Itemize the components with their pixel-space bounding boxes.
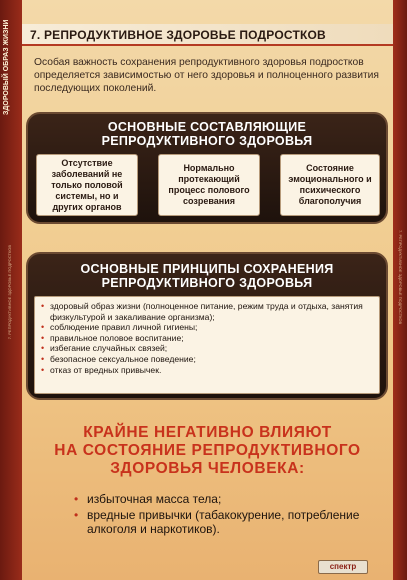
list-item: • вредные привычки (табакокурение, потребление алкоголя и наркотиков). (74, 508, 360, 536)
bullet-icon: • (41, 322, 45, 333)
list-item: • избыточная масса тела; (74, 492, 222, 506)
warning-heading: КРАЙНЕ НЕГАТИВНО ВЛИЯЮТ НА СОСТОЯНИЕ РЕПРОДУКТИВНОГО ЗДОРОВЬЯ ЧЕЛОВЕКА: (54, 424, 361, 477)
list-item: • здоровый образ жизни (полноценное питание, режим труда и отдыха, занятия физкультурой и закаливание организма); (41, 301, 363, 322)
bullet-icon: • (41, 301, 45, 311)
component-card-no-disease: Отсутствие заболеваний не только половой системы, но и других органов (36, 154, 138, 216)
warning-list (74, 492, 374, 538)
bullet-icon: • (41, 353, 45, 364)
side-section-label: ЗДОРОВЫЙ ОБРАЗ ЖИЗНИ (3, 19, 10, 115)
principles-panel (26, 252, 388, 400)
principles-heading: ОСНОВНЫЕ ПРИНЦИПЫ СОХРАНЕНИЯ РЕПРОДУКТИВНОГО ЗДОРОВЬЯ (80, 262, 334, 290)
bullet-icon: • (74, 492, 79, 506)
list-item: • правильное половое воспитание; (41, 332, 184, 343)
list-item: • безопасное сексуальное поведение; (41, 353, 196, 364)
title-bar (22, 24, 393, 46)
page-title: 7. РЕПРОДУКТИВНОЕ ЗДОРОВЬЕ ПОДРОСТКОВ (30, 28, 326, 42)
intro-paragraph: Особая важность сохранения репродуктивного здоровья подростков определяется зависимостью от него здоровья и полноценного развития последующих поколений. (34, 57, 379, 94)
principles-list (35, 297, 379, 375)
list-item: • соблюдение правил личной гигиены; (41, 322, 198, 333)
list-item: • отказ от вредных привычек. (41, 364, 162, 375)
publisher-logo: спектр (318, 560, 368, 574)
left-side-strip (0, 0, 22, 580)
side-small-text-left: 7. РЕПРОДУКТИВНОЕ ЗДОРОВЬЕ ПОДРОСТКОВ (7, 245, 12, 340)
side-small-text-right: 7. РЕПРОДУКТИВНОЕ ЗДОРОВЬЕ ПОДРОСТКОВ (398, 230, 403, 325)
components-heading: ОСНОВНЫЕ СОСТАВЛЯЮЩИЕ РЕПРОДУКТИВНОГО ЗДОРОВЬЯ (101, 120, 313, 148)
bullet-icon: • (41, 364, 45, 375)
right-side-strip (393, 0, 407, 580)
components-panel (26, 112, 388, 224)
bullet-icon: • (74, 508, 79, 522)
list-item: • избегание случайных связей; (41, 343, 168, 354)
principles-list-box (34, 296, 380, 394)
component-card-wellbeing: Состояние эмоционального и психического благополучия (280, 154, 380, 216)
bullet-icon: • (41, 332, 45, 343)
bullet-icon: • (41, 343, 45, 354)
component-card-maturation: Нормально протекающий процесс полового созревания (158, 154, 260, 216)
